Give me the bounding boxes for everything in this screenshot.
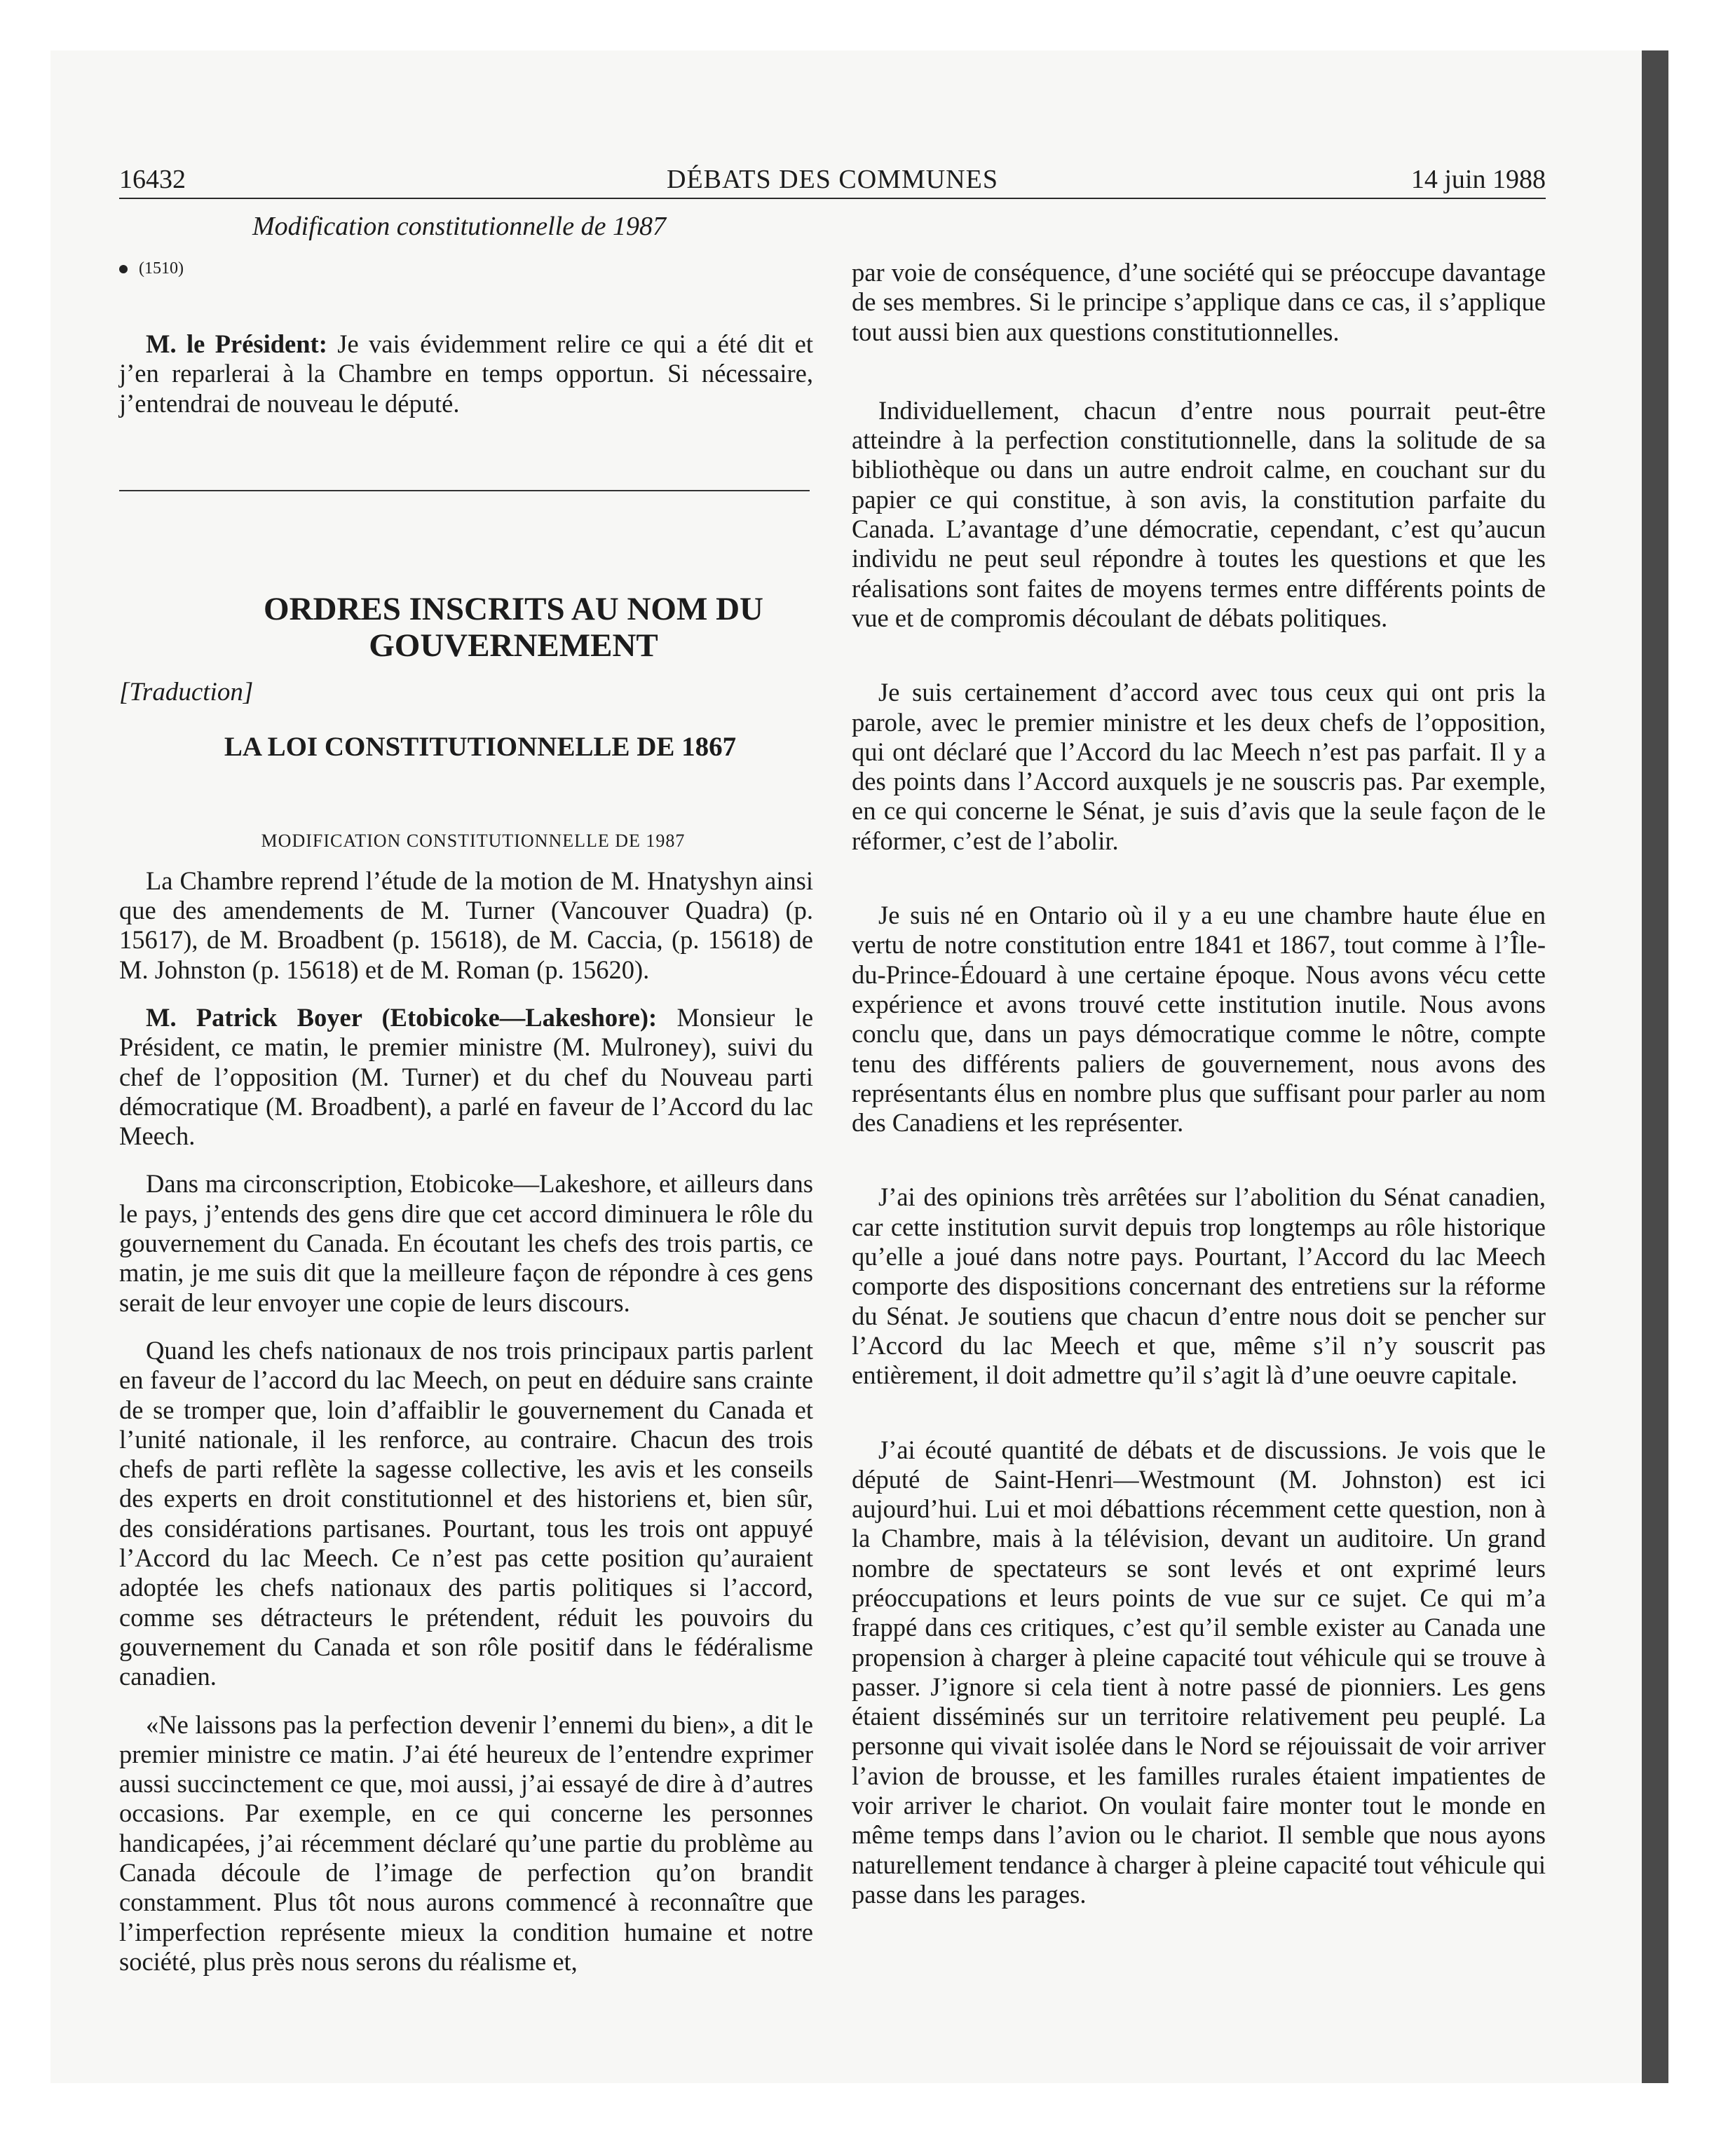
header-rule xyxy=(119,198,1546,199)
page-number: 16432 xyxy=(119,165,186,194)
paragraph-text: Je vais évidemment relire ce qui a été dit et j’en reparlerai à la Chambre en temps opportun. Si nécessaire, j’entendrai de nouveau le député. xyxy=(119,329,813,418)
section-title: ORDRES INSCRITS AU NOM DU GOUVERNEMENT xyxy=(264,590,763,664)
left-column xyxy=(119,210,813,1977)
act-title: LA LOI CONSTITUTIONNELLE DE 1867 xyxy=(224,732,737,763)
paragraph: «Ne laissons pas la perfection devenir l’ennemi du bien», a dit le premier ministre ce matin. J’ai été heureux de l’entendre exprimer aussi succinctement ce que, moi aussi, j’ai essayé de dire à d’autres occasions. Par exemple, en ce qui concerne les personnes handicapées, j’ai récemment déclaré qu’une partie du problème au Canada découle de l’image de perfection qu’on brandit constamment. Plus tôt nous aurons commencé à reconnaître que l’imperfection représente mieux la condition humaine et notre société, plus près nous serons du réalisme et, xyxy=(119,1710,813,1976)
paragraph-text: Monsieur le Président, ce matin, le premier ministre (M. Mulroney), suivi du chef de l’opposition (M. Turner) et du chef du Nouveau parti démocratique (M. Broadbent), a parlé en faveur de l’Accord du lac Meech. xyxy=(119,1002,814,1151)
right-column xyxy=(852,258,1546,1909)
publication-date: 14 juin 1988 xyxy=(1410,165,1546,194)
president-paragraph xyxy=(119,329,813,418)
speaker-name: M. Patrick Boyer (Etobicoke—Lakeshore): xyxy=(146,1002,658,1032)
amendment-title: MODIFICATION CONSTITUTIONNELLE DE 1987 xyxy=(261,831,686,852)
paragraph: J’ai écouté quantité de débats et de discussions. Je vois que le député de Saint-Henri—Westmount (M. Johnston) est ici aujourd’hui. Lui et moi débattions récemment cette question, non à la Chambre, mais à la télévision, devant un auditoire. Un grand nombre de spectateurs se sont levés et ont exprimé leurs préoccupations et leurs points de vue sur ce sujet. Ce qui m’a frappé dans ces critiques, c’est qu’il semble exister au Canada une propension à charger à pleine capacité tout véhicule qui se trouve à passer. J’ignore si cela tient à notre passé de pionniers. Les gens étaient disséminés sur un territoire relativement peu peuplé. La personne qui vivait isolée dans le Nord se réjouissait de voir arriver l’avion de brousse, et les familles rurales étaient impatientes de voir arriver le chariot. On voulait faire monter tout le monde en même temps dans l’avion ou le chariot. Il semble que nous ayons naturellement tendance à charger à pleine capacité tout véhicule qui passe dans les parages. xyxy=(852,1435,1546,1909)
running-subheading: Modification constitutionnelle de 1987 xyxy=(252,212,666,241)
bullet-icon xyxy=(119,265,128,273)
publication-title: DÉBATS DES COMMUNES xyxy=(667,165,998,194)
speaker-name: M. le Président: xyxy=(146,329,327,358)
running-header xyxy=(119,163,1546,196)
paragraph: Je suis né en Ontario où il y a eu une chambre haute élue en vertu de notre constitution entre 1841 et 1867, tout comme à l’Île-du-Prince-Édouard à une certaine époque. Nous avons vécu cette expérience et avons trouvé cette institution inutile. Nous avons conclu que, dans un pays démocratique comme le nôtre, compte tenu des différents paliers de gouvernement, nous avons des représentants élus en nombre plus que suffisant pour parler au nom des Canadiens et les représenter. xyxy=(852,901,1546,1138)
paragraph: Je suis certainement d’accord avec tous ceux qui ont pris la parole, avec le premier ministre et les deux chefs de l’opposition, qui ont déclaré que l’Accord du lac Meech n’est pas parfait. Il y a des points dans l’Accord auxquels je ne souscris pas. Par exemple, en ce qui concerne le Sénat, je suis d’avis que la seule façon de le réformer, c’est de l’abolir. xyxy=(852,678,1546,855)
paragraph: J’ai des opinions très arrêtées sur l’abolition du Sénat canadien, car cette institution survit depuis trop longtemps au rôle historique qu’elle a joué dans notre pays. Pourtant, l’Accord du lac Meech comporte des dispositions concernant des entretiens sur la réforme du Sénat. Je soutiens que chacun d’entre nous doit se pencher sur l’Accord du lac Meech et que, même s’il n’y souscrit pas entièrement, il doit admettre qu’il s’agit là d’une oeuvre capitale. xyxy=(852,1182,1546,1390)
paragraph: Dans ma circonscription, Etobicoke—Lakeshore, et ailleurs dans le pays, j’entends des gens dire que cet accord diminuera le rôle du gouvernement du Canada. En écoutant les chefs des trois partis, ce matin, je me suis dit que la meilleure façon de répondre à ces gens serait de leur envoyer une copie de leurs discours. xyxy=(119,1169,813,1317)
boyer-paragraph xyxy=(119,1003,813,1151)
paragraph: Individuellement, chacun d’entre nous pourrait peut-être atteindre à la perfection constitutionnelle, dans la solitude de sa bibliothèque ou dans un autre endroit calme, en couchant sur du papier ce qui constitue, à son avis, la constitution parfaite du Canada. L’avantage d’une démocratie, cependant, c’est qu’aucun individu ne peut seul répondre à toutes les questions et que les réalisations sont faites de moyens termes entre différents points de vue et de compromis découlant de débats politiques. xyxy=(852,395,1546,632)
time-marker-text: (1510) xyxy=(139,259,184,278)
paragraph: Quand les chefs nationaux de nos trois principaux partis parlent en faveur de l’accord du lac Meech, on peut en déduire sans crainte de se tromper que, loin d’affaiblir le gouvernement du Canada et l’unité nationale, il les renforce, au contraire. Chacun des trois chefs de parti reflète la sagesse collective, les avis et les conseils des experts en droit constitutionnel et des historiens et, bien sûr, des considérations partisanes. Pourtant, tous les trois ont appuyé l’Accord du lac Meech. Ce n’est pas cette position qu’auraient adoptée les chefs nationaux des partis politiques si l’accord, comme ses détracteurs le prétendent, réduit les pouvoirs du gouvernement du Canada et son rôle positif dans le fédéralisme canadien. xyxy=(119,1335,813,1691)
motion-paragraph: La Chambre reprend l’étude de la motion de M. Hnatyshyn ainsi que des amendements de M. Turner (Vancouver Quadra) (p. 15617), de M. Broadbent (p. 15618), de M. Caccia, (p. 15618) de M. Johnston (p. 15618) et de M. Roman (p. 15620). xyxy=(119,866,813,984)
section-divider xyxy=(119,490,810,491)
paragraph: par voie de conséquence, d’une société qui se préoccupe davantage de ses membres. Si le principe s’applique dans ce cas, il s’applique tout aussi bien aux questions constitutionnelles. xyxy=(852,258,1546,346)
time-marker xyxy=(119,258,813,279)
translation-tag: [Traduction] xyxy=(119,677,254,707)
scan-edge xyxy=(1642,50,1668,2083)
